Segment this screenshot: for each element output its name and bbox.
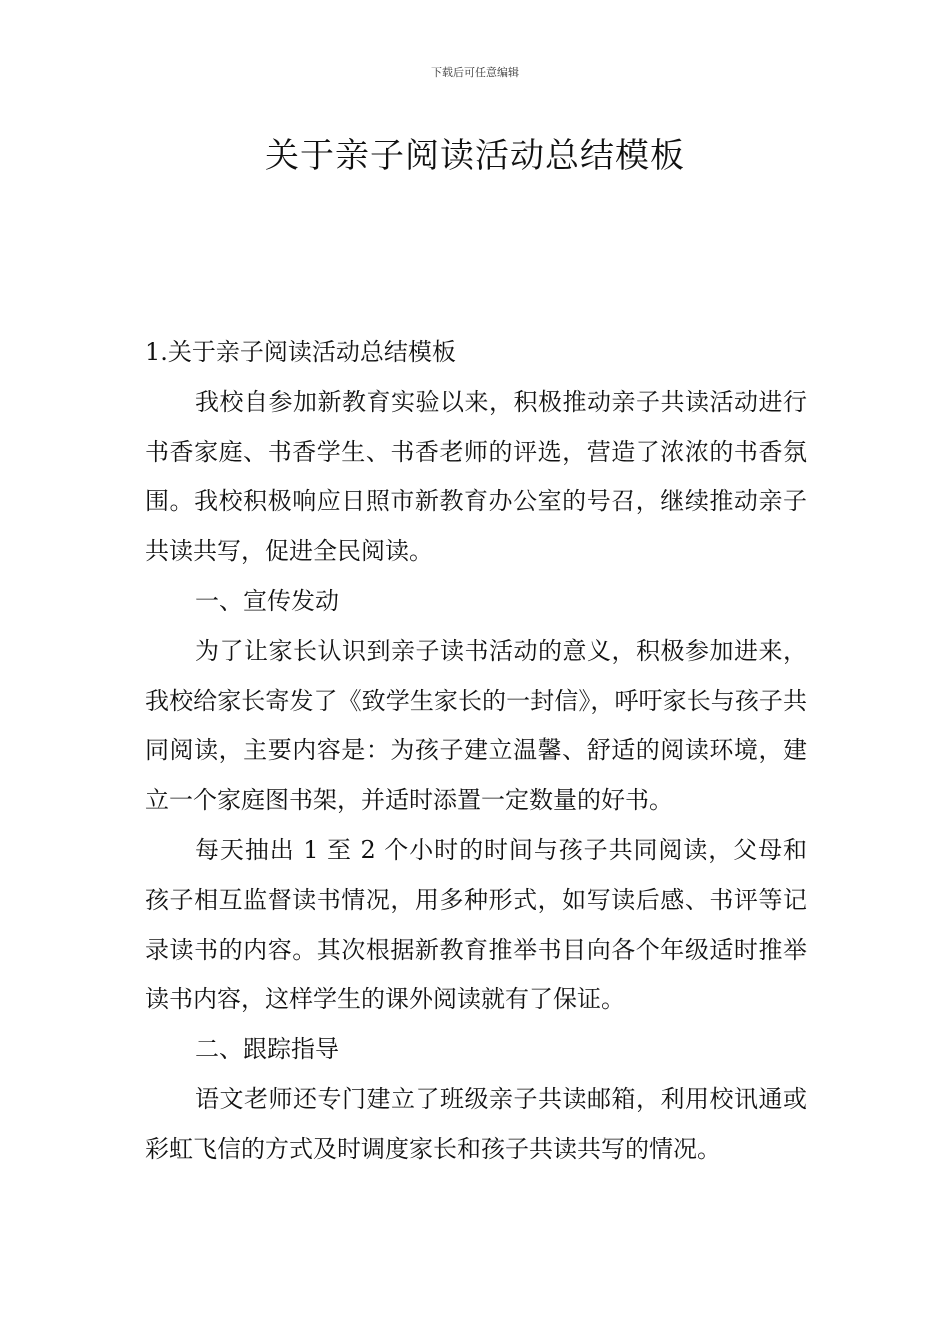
paragraph: 为了让家长认识到亲子读书活动的意义，积极参加进来，我校给家长寄发了《致学生家长的一封信》，呼吁家长与孩子共同阅读，主要内容是：为孩子建立温馨、舒适的阅读环境，建立一个家庭图书架，并适时添置一定数量的好书。 bbox=[145, 636, 807, 815]
paragraph: 我校自参加新教育实验以来，积极推动亲子共读活动进行书香家庭、书香学生、书香老师的评选，营造了浓浓的书香氛围。我校积极响应日照市新教育办公室的号召，继续推动亲子共读共写，促进全民阅读。 bbox=[145, 387, 807, 566]
subsection-heading: 一、宣传发动 bbox=[195, 586, 339, 615]
paragraph: 每天抽出 1 至 2 个小时的时间与孩子共同阅读，父母和孩子相互监督读书情况，用多种形式，如写读后感、书评等记录读书的内容。其次根据新教育推举书目向各个年级适时推举读书内容，这样学生的课外阅读就有了保证。 bbox=[145, 835, 807, 1014]
section-heading: 1.关于亲子阅读活动总结模板 bbox=[145, 338, 456, 366]
paragraph: 语文老师还专门建立了班级亲子共读邮箱，利用校讯通或彩虹飞信的方式及时调度家长和孩子共读共写的情况。 bbox=[145, 1084, 807, 1163]
document-body bbox=[145, 328, 807, 1175]
subsection-heading: 二、跟踪指导 bbox=[195, 1035, 339, 1064]
header-note: 下载后可任意编辑 bbox=[431, 66, 519, 79]
document-title: 关于亲子阅读活动总结模板 bbox=[265, 136, 685, 176]
